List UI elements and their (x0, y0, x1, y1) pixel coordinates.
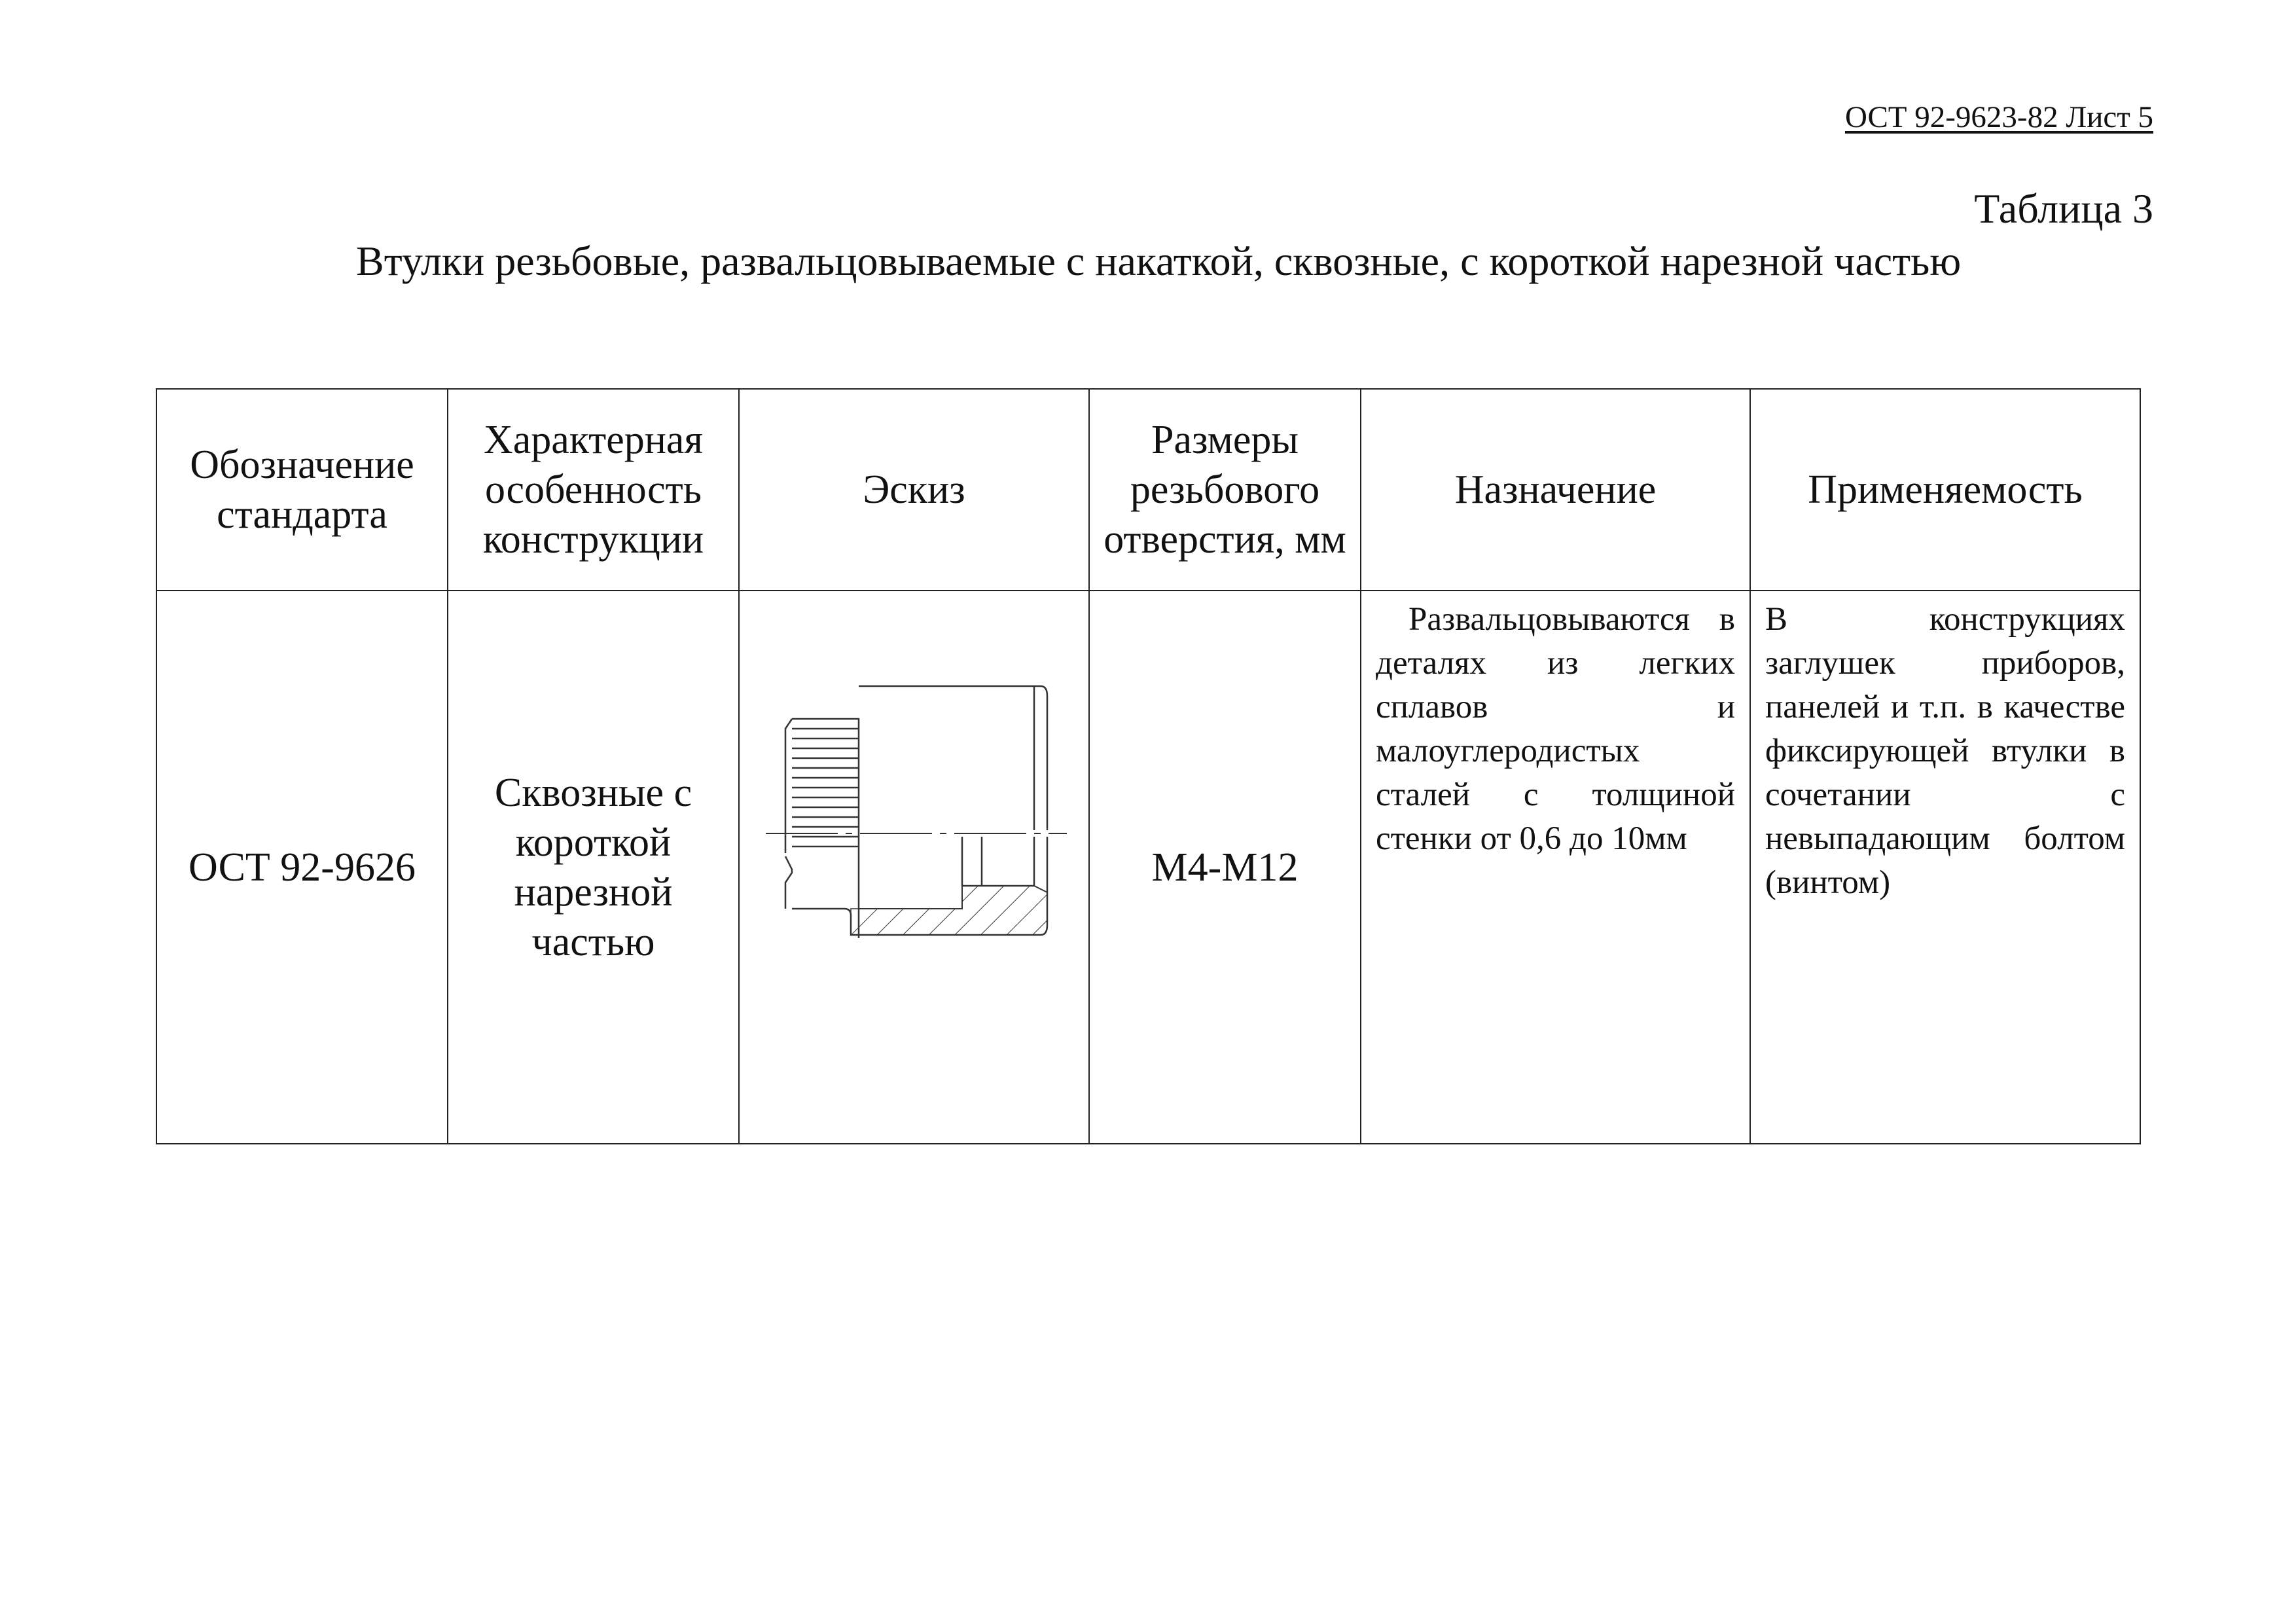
cell-standard: ОСТ 92-9626 (156, 591, 448, 1144)
cell-feature: Сквозные с короткой нарезной частью (448, 591, 739, 1144)
cell-applicability: В конструкциях заглушек приборов, панелей и т.п. в качестве фиксирующей втулки в сочетании с невыпадающим болтом (винтом) (1750, 591, 2140, 1144)
table-header-row (156, 389, 2140, 591)
cell-thread-size: М4-М12 (1089, 591, 1361, 1144)
column-header-purpose: Назначение (1361, 389, 1750, 591)
cell-sketch (739, 591, 1089, 1144)
column-header-thread-size: Размеры резьбового отверстия, мм (1089, 389, 1361, 591)
sheet-reference: ОСТ 92-9623-82 Лист 5 (1844, 100, 2153, 134)
cell-purpose: Развальцовываются в деталях из легких сплавов и малоуглеродистых сталей с толщиной стенки от 0,6 до 10мм (1361, 591, 1750, 1144)
column-header-standard: Обозначение стандарта (156, 389, 448, 591)
table-row (156, 591, 2140, 1144)
column-header-sketch: Эскиз (739, 389, 1089, 591)
table-number: Таблица 3 (1974, 185, 2153, 232)
column-header-feature: Характерная особенность конструкции (448, 389, 739, 591)
threaded-bushing-sketch (766, 683, 1067, 938)
spec-table (156, 388, 2141, 1144)
table-title: Втулки резьбовые, развальцовываемые с накаткой, сквозные, с короткой нарезной частью (356, 238, 1962, 284)
column-header-applicability: Применяемость (1750, 389, 2140, 591)
